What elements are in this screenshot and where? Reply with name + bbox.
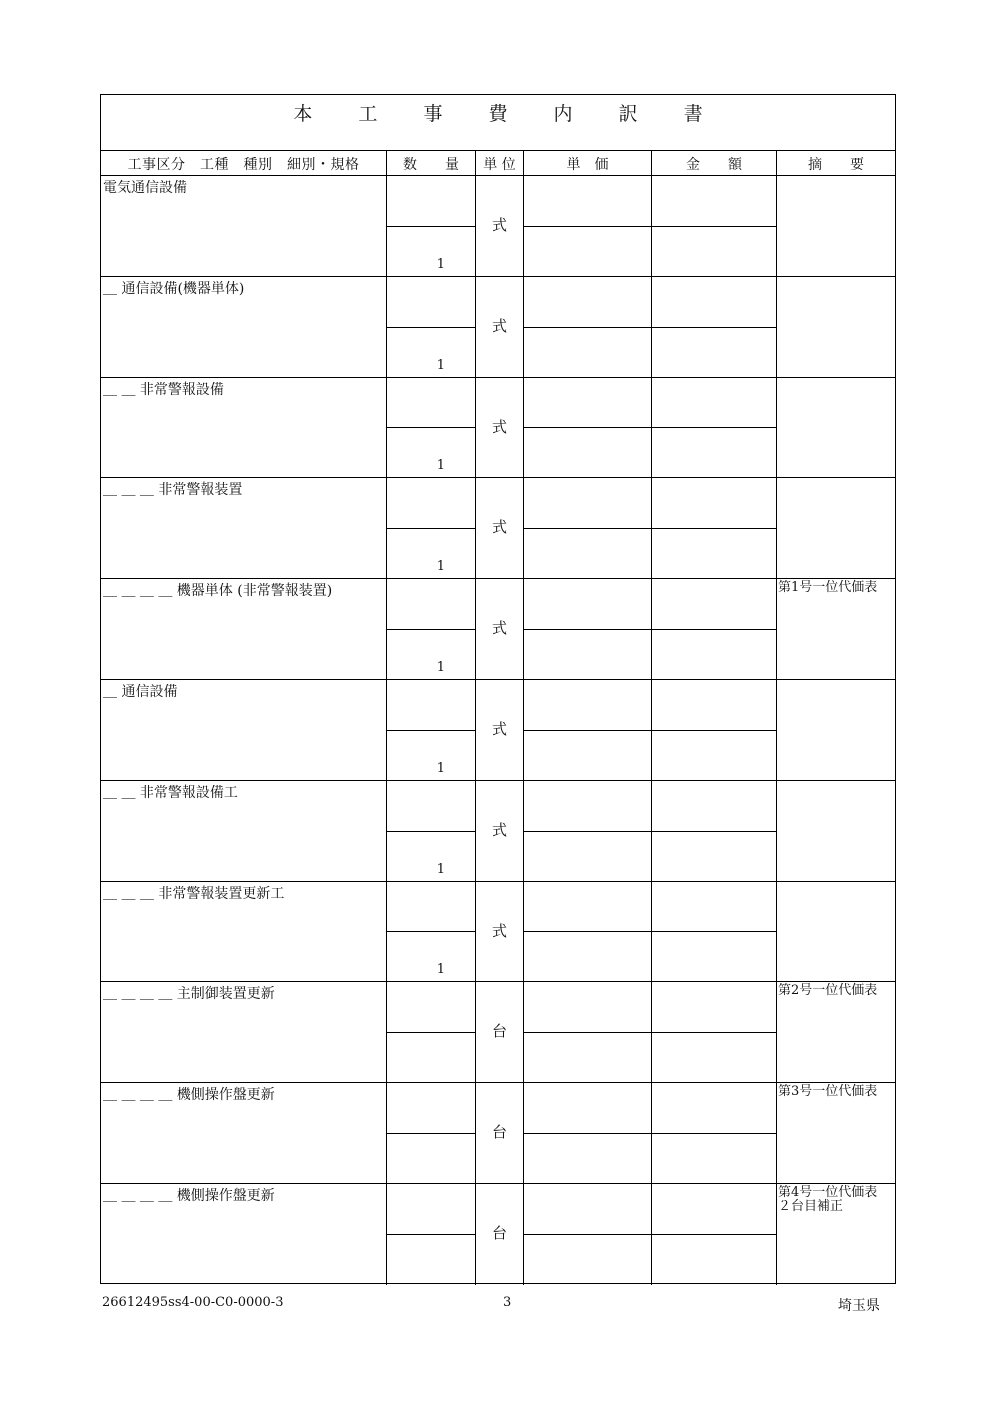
note-cell — [777, 1083, 895, 1183]
table-row — [101, 982, 895, 1083]
name-cell — [101, 1184, 387, 1285]
item-note: 第2号一位代価表 — [778, 983, 878, 999]
qty-divider — [387, 931, 476, 932]
price-divider — [524, 629, 652, 630]
item-qty: 1 — [436, 659, 445, 675]
table-header — [101, 151, 895, 176]
price-divider — [524, 831, 652, 832]
header-unit: 単 位 — [483, 157, 516, 173]
title-area — [101, 95, 895, 151]
unit-cell — [476, 478, 524, 578]
item-unit: 台 — [491, 1022, 507, 1041]
name-cell — [101, 378, 387, 478]
item-unit: 式 — [491, 316, 507, 335]
item-note: 第4号一位代価表 ２台目補正 — [778, 1184, 878, 1214]
item-unit: 式 — [491, 820, 507, 839]
qty-divider — [387, 427, 476, 428]
header-price-cell — [524, 151, 652, 175]
header-amount-cell — [652, 151, 777, 175]
note-cell — [777, 781, 895, 881]
table-row — [101, 176, 895, 277]
name-cell — [101, 277, 387, 377]
qty-divider — [387, 1032, 476, 1033]
amount-divider — [652, 1032, 777, 1033]
header-qty: 数 量 — [403, 157, 459, 173]
item-qty: 1 — [436, 357, 445, 373]
table-row — [101, 478, 895, 579]
amount-divider — [652, 831, 777, 832]
document-title: 本 工 事 費 内 訳 書 — [293, 103, 723, 125]
document-code: 26612495ss4-00-C0-0000-3 — [102, 1295, 284, 1310]
header-amount: 金 額 — [686, 157, 742, 173]
item-unit: 式 — [491, 719, 507, 738]
item-unit: 式 — [491, 216, 507, 234]
table-row — [101, 882, 895, 983]
item-name: ＿ 通信設備 — [103, 683, 178, 700]
price-divider — [524, 1234, 652, 1235]
name-cell — [101, 680, 387, 780]
table-row — [101, 1184, 895, 1285]
name-cell — [101, 781, 387, 881]
name-cell — [101, 176, 387, 276]
item-unit: 式 — [491, 518, 507, 537]
unit-cell — [476, 1083, 524, 1183]
header-unit-cell — [476, 151, 524, 175]
qty-divider — [387, 1133, 476, 1134]
qty-divider — [387, 327, 476, 328]
price-divider — [524, 1133, 652, 1134]
unit-cell — [476, 378, 524, 478]
table-row — [101, 1083, 895, 1184]
item-unit: 台 — [491, 1223, 507, 1242]
qty-divider — [387, 831, 476, 832]
name-cell — [101, 478, 387, 578]
note-cell — [777, 882, 895, 982]
item-name: ＿ ＿ 非常警報設備工 — [103, 784, 238, 801]
item-name: 電気通信設備 — [103, 180, 187, 196]
amount-divider — [652, 931, 777, 932]
name-cell — [101, 579, 387, 679]
qty-divider — [387, 629, 476, 630]
table-row — [101, 579, 895, 680]
amount-divider — [652, 327, 777, 328]
estimate-sheet — [100, 94, 896, 1284]
item-note: 第1号一位代価表 — [778, 580, 878, 596]
item-name: ＿ ＿ ＿ 非常警報装置 — [103, 482, 243, 499]
item-name: ＿ ＿ 非常警報設備 — [103, 381, 224, 398]
unit-cell — [476, 277, 524, 377]
item-qty: 1 — [436, 861, 445, 877]
note-cell — [777, 1184, 895, 1285]
unit-cell — [476, 1184, 524, 1285]
name-cell — [101, 1083, 387, 1183]
page-number: 3 — [503, 1295, 512, 1310]
item-name: ＿ ＿ ＿ ＿ 機器単体 (非常警報装置) — [103, 583, 333, 600]
unit-cell — [476, 579, 524, 679]
header-note-cell — [777, 151, 895, 175]
table-row — [101, 277, 895, 378]
table-body — [101, 176, 895, 1285]
qty-divider — [387, 730, 476, 731]
header-name-cell — [101, 151, 387, 175]
price-divider — [524, 327, 652, 328]
name-cell — [101, 882, 387, 982]
item-unit: 台 — [491, 1123, 507, 1142]
name-cell — [101, 982, 387, 1082]
amount-divider — [652, 226, 777, 227]
price-divider — [524, 730, 652, 731]
item-qty: 1 — [436, 760, 445, 776]
item-name: ＿ 通信設備(機器単体) — [103, 280, 245, 297]
item-name: ＿ ＿ ＿ ＿ 主制御装置更新 — [103, 986, 275, 1003]
item-name: ＿ ＿ ＿ ＿ 機側操作盤更新 — [103, 1187, 275, 1204]
unit-cell — [476, 176, 524, 276]
note-cell — [777, 982, 895, 1082]
price-divider — [524, 226, 652, 227]
note-cell — [777, 680, 895, 780]
organization-name: 埼玉県 — [838, 1298, 880, 1314]
header-note: 摘 要 — [808, 157, 864, 173]
item-qty: 1 — [436, 962, 445, 978]
amount-divider — [652, 528, 777, 529]
item-note: 第3号一位代価表 — [778, 1084, 878, 1100]
item-qty: 1 — [436, 256, 445, 272]
item-qty: 1 — [436, 458, 445, 474]
header-name: 工事区分 工種 種別 細別・規格 — [127, 157, 360, 173]
unit-cell — [476, 982, 524, 1082]
note-cell — [777, 176, 895, 276]
qty-divider — [387, 528, 476, 529]
note-cell — [777, 579, 895, 679]
qty-divider — [387, 1234, 476, 1235]
unit-cell — [476, 680, 524, 780]
breakdown-table — [101, 151, 895, 1285]
item-qty: 1 — [436, 559, 445, 575]
item-name: ＿ ＿ ＿ 非常警報装置更新工 — [103, 885, 285, 902]
price-divider — [524, 1032, 652, 1033]
amount-divider — [652, 1133, 777, 1134]
table-row — [101, 680, 895, 781]
unit-cell — [476, 781, 524, 881]
note-cell — [777, 478, 895, 578]
note-cell — [777, 277, 895, 377]
amount-divider — [652, 730, 777, 731]
price-divider — [524, 931, 652, 932]
table-row — [101, 378, 895, 479]
item-unit: 式 — [491, 921, 507, 940]
item-unit: 式 — [491, 619, 507, 638]
unit-cell — [476, 882, 524, 982]
item-unit: 式 — [491, 417, 507, 436]
table-row — [101, 781, 895, 882]
note-cell — [777, 378, 895, 478]
amount-divider — [652, 629, 777, 630]
amount-divider — [652, 1234, 777, 1235]
qty-divider — [387, 226, 476, 227]
price-divider — [524, 427, 652, 428]
amount-divider — [652, 427, 777, 428]
price-divider — [524, 528, 652, 529]
item-name: ＿ ＿ ＿ ＿ 機側操作盤更新 — [103, 1087, 275, 1104]
header-qty-cell — [387, 151, 476, 175]
header-price: 単 価 — [566, 157, 609, 173]
